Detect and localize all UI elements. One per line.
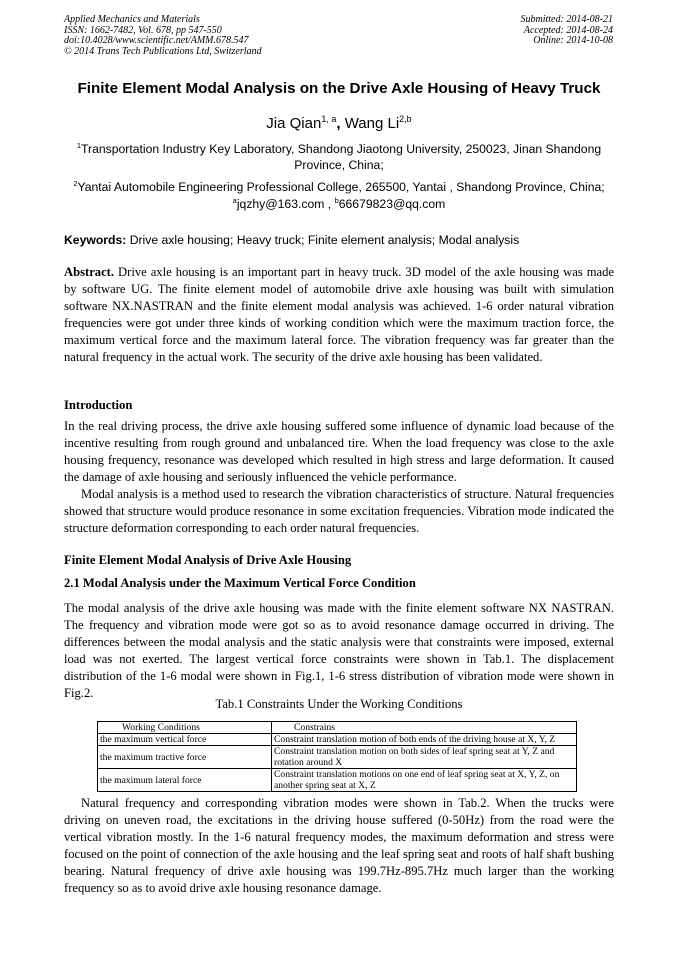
email-address: 66679823@qq.com <box>338 197 446 212</box>
author-name: Wang Li <box>344 115 400 132</box>
abstract-label: Abstract. <box>64 265 115 279</box>
date-submitted: Submitted: 2014-08-21 <box>520 14 613 25</box>
keywords-label: Keywords: <box>64 233 127 247</box>
affiliation-text: Transportation Industry Key Laboratory, Shandong Jiaotong University, 250023, Jinan Shandong Province, China; <box>81 142 602 172</box>
table-header-cell: Working Conditions <box>98 722 272 734</box>
journal-copyright: © 2014 Trans Tech Publications Ltd, Switzerland <box>64 45 262 57</box>
section-heading-fe-modal: Finite Element Modal Analysis of Drive Axle Housing <box>64 553 352 567</box>
author-superscript: 1, a <box>321 114 337 124</box>
introduction-paragraph-1: In the real driving process, the drive axle housing suffered some influence of dynamic load because of the incentive resulting from rough ground and unbalanced tire. When the load frequency was close to the axle housing frequency, resonance was developed which resulted in high stress and large deformation. It caused the damage of axle housing and seriously influenced the vehicle performance. <box>64 419 614 485</box>
journal-issn: ISSN: 1662-7482, Vol. 678, pp 547-550 <box>64 24 222 36</box>
section-paragraph: Natural frequency and corresponding vibration modes were shown in Tab.2. When the trucks were driving on uneven road, the excitations in the driving house suffered (0-50Hz) from the road were the vertical vibration mostly. In the 1-6 natural frequency modes, the maximum deformation and stress were focused on the point of connection of the axle housing and the leaf spring seat and roots of half shaft bushing bearing. Natural frequency of drive axle housing was 199.7Hz-895.7Hz much larger than the working frequency so as to avoid drive axle housing resonance damage. <box>64 796 614 896</box>
email-address: jqzhy@163.com <box>236 197 325 212</box>
table-caption: Tab.1 Constraints Under the Working Conditions <box>215 697 463 711</box>
journal-name: Applied Mechanics and Materials <box>64 14 200 25</box>
section-paragraph: The modal analysis of the drive axle housing was made with the finite element software NX NASTRAN. The frequency and vibration mode were got so as to avoid resonance damage occurred in driving. The differences between the modal analysis and the static analysis were that constraints were imposed, external load was not exerted. The largest vertical force constraints were shown in Tab.1. The displacement distribution of the 1-6 modal were shown in Fig.1, 1-6 stress distribution of vibration mode were shown in Fig.2. <box>64 601 614 701</box>
abstract-text: Drive axle housing is an important part in heavy truck. 3D model of the axle housing was made by software UG. The finite element model of automobile drive axle housing was built with simulation software NX.NASTRAN and the finite element modal analysis was achieved. 1-6 order natural vibration frequencies were got under three kinds of working condition which were the maximum traction force, the maximum vertical force and the maximum lateral force. The vibration frequency was far greater than the natural frequency in the actual work. The security of the drive axle housing has been validated. <box>64 265 614 365</box>
table-header-row <box>98 722 577 734</box>
table-cell: the maximum vertical force <box>98 734 272 746</box>
affiliation-marker: 1 <box>76 141 82 150</box>
affiliation-2 <box>58 176 620 196</box>
table-cell: the maximum tractive force <box>98 746 272 769</box>
introduction-paragraph-2: Modal analysis is a method used to research the vibration characteristics of structure. Natural frequencies showed that structure would produce resonance in some excitation frequencies. Vibration mode indicated the structure deformation corresponding to each order natural frequencies. <box>64 487 614 536</box>
email-marker: b <box>334 196 339 205</box>
author-separator: , <box>336 115 341 132</box>
constraints-table <box>97 721 577 792</box>
author-name: Jia Qian <box>266 115 322 132</box>
table-row <box>98 769 577 792</box>
keywords-text: Drive axle housing; Heavy truck; Finite element analysis; Modal analysis <box>126 233 520 247</box>
journal-info <box>64 15 262 57</box>
affiliation-text: Yantai Automobile Engineering Professional College, 265500, Yantai , Shandong Province, China; <box>77 180 605 195</box>
date-accepted: Accepted: 2014-08-24 <box>523 24 613 36</box>
table-cell: Constraint translation motion on both sides of leaf spring seat at Y, Z and rotation around X <box>272 746 577 769</box>
publication-dates <box>521 15 614 47</box>
email-marker: a <box>232 196 237 205</box>
table-cell: the maximum lateral force <box>98 769 272 792</box>
table-cell: Constraint translation motion of both ends of the driving house at X, Y, Z <box>272 734 577 746</box>
author-superscript: 2,b <box>399 114 412 124</box>
keywords <box>64 233 519 247</box>
subsection-heading-2-1: 2.1 Modal Analysis under the Maximum Vertical Force Condition <box>64 576 416 590</box>
affiliation-marker: 2 <box>73 179 78 188</box>
section-heading-introduction: Introduction <box>64 398 133 412</box>
table-row <box>98 746 577 769</box>
paper-title: Finite Element Modal Analysis on the Drive Axle Housing of Heavy Truck <box>77 80 601 97</box>
email-separator: , <box>324 197 335 212</box>
affiliation-1 <box>58 138 620 173</box>
journal-doi: doi:10.4028/www.scientific.net/AMM.678.547 <box>64 35 249 47</box>
author-emails <box>58 196 620 211</box>
author-list <box>40 114 638 132</box>
abstract <box>64 264 614 367</box>
table-cell: Constraint translation motions on one end of leaf spring seat at X, Y, Z, on another spring seat at X, Z <box>272 769 577 792</box>
date-online: Online: 2014-10-08 <box>533 35 613 47</box>
table-header-cell: Constrains <box>272 722 577 734</box>
table-row <box>98 734 577 746</box>
